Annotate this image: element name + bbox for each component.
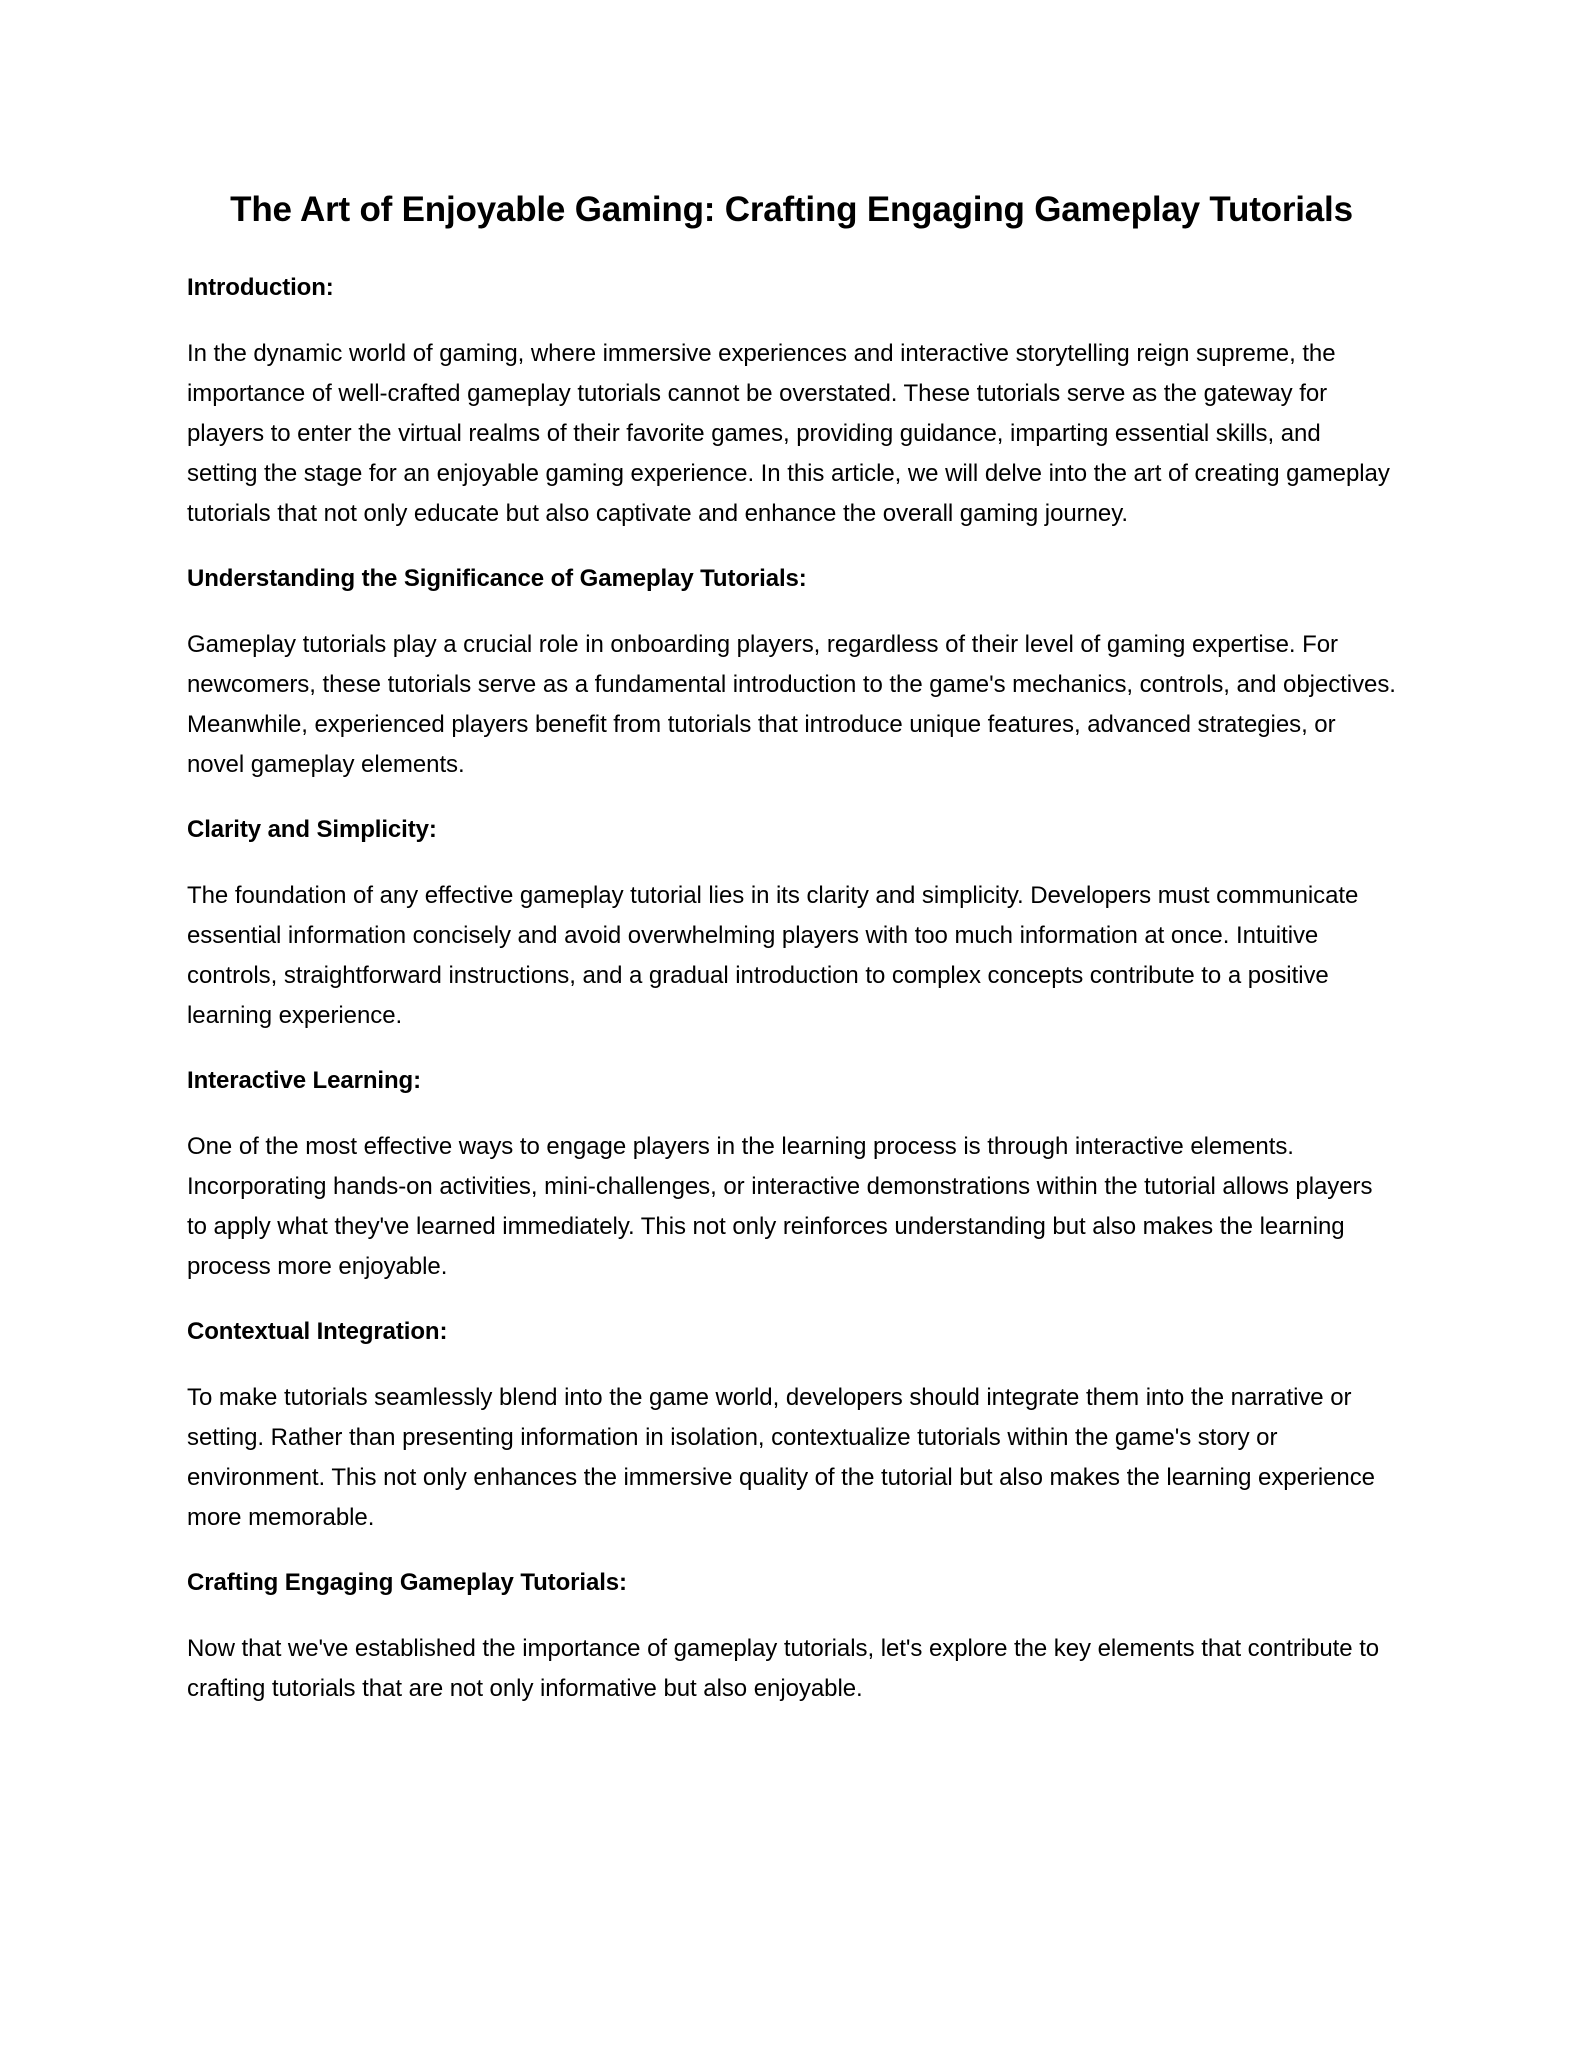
- section-heading-crafting: Crafting Engaging Gameplay Tutorials:: [187, 1569, 627, 1596]
- section-heading-significance: Understanding the Significance of Gameplay Tutorials:: [187, 565, 807, 592]
- section-heading-introduction: Introduction:: [187, 274, 334, 301]
- section-heading-interactive-learning: Interactive Learning:: [187, 1067, 421, 1094]
- section-body-contextual-integration: To make tutorials seamlessly blend into the game world, developers should integrate them into the narrative or setting. Rather than presenting information in isolation, contextualize tutorials within the game's story or environment. This not only enhances the immersive quality of the tutorial but also makes the learning experience more memorable.: [187, 1384, 1375, 1531]
- section-body-clarity: The foundation of any effective gameplay tutorial lies in its clarity and simplicity. Developers must communicate essential information concisely and avoid overwhelming players with too much information at once. Intuitive controls, straightforward instructions, and a gradual introduction to complex concepts contribute to a positive learning experience.: [187, 882, 1359, 1029]
- section-heading-contextual-integration: Contextual Integration:: [187, 1318, 448, 1345]
- document-title: The Art of Enjoyable Gaming: Crafting Engaging Gameplay Tutorials: [230, 190, 1353, 229]
- section-body-crafting: Now that we've established the importance of gameplay tutorials, let's explore the key elements that contribute to crafting tutorials that are not only informative but also enjoyable.: [187, 1635, 1380, 1702]
- section-body-introduction: In the dynamic world of gaming, where immersive experiences and interactive storytelling reign supreme, the importance of well-crafted gameplay tutorials cannot be overstated. These tutorials serve as the gateway for players to enter the virtual realms of their favorite games, providing guidance, imparting essential skills, and setting the stage for an enjoyable gaming experience. In this article, we will delve into the art of creating gameplay tutorials that not only educate but also captivate and enhance the overall gaming journey.: [187, 340, 1390, 527]
- section-heading-clarity: Clarity and Simplicity:: [187, 816, 437, 843]
- section-body-significance: Gameplay tutorials play a crucial role in onboarding players, regardless of their level of gaming expertise. For newcomers, these tutorials serve as a fundamental introduction to the game's mechanics, controls, and objectives. Meanwhile, experienced players benefit from tutorials that introduce unique features, advanced strategies, or novel gameplay elements.: [187, 631, 1396, 778]
- section-body-interactive-learning: One of the most effective ways to engage players in the learning process is through interactive elements. Incorporating hands-on activities, mini-challenges, or interactive demonstrations within the tutorial allows players to apply what they've learned immediately. This not only reinforces understanding but also makes the learning process more enjoyable.: [187, 1133, 1373, 1280]
- document-content: [187, 268, 1397, 1734]
